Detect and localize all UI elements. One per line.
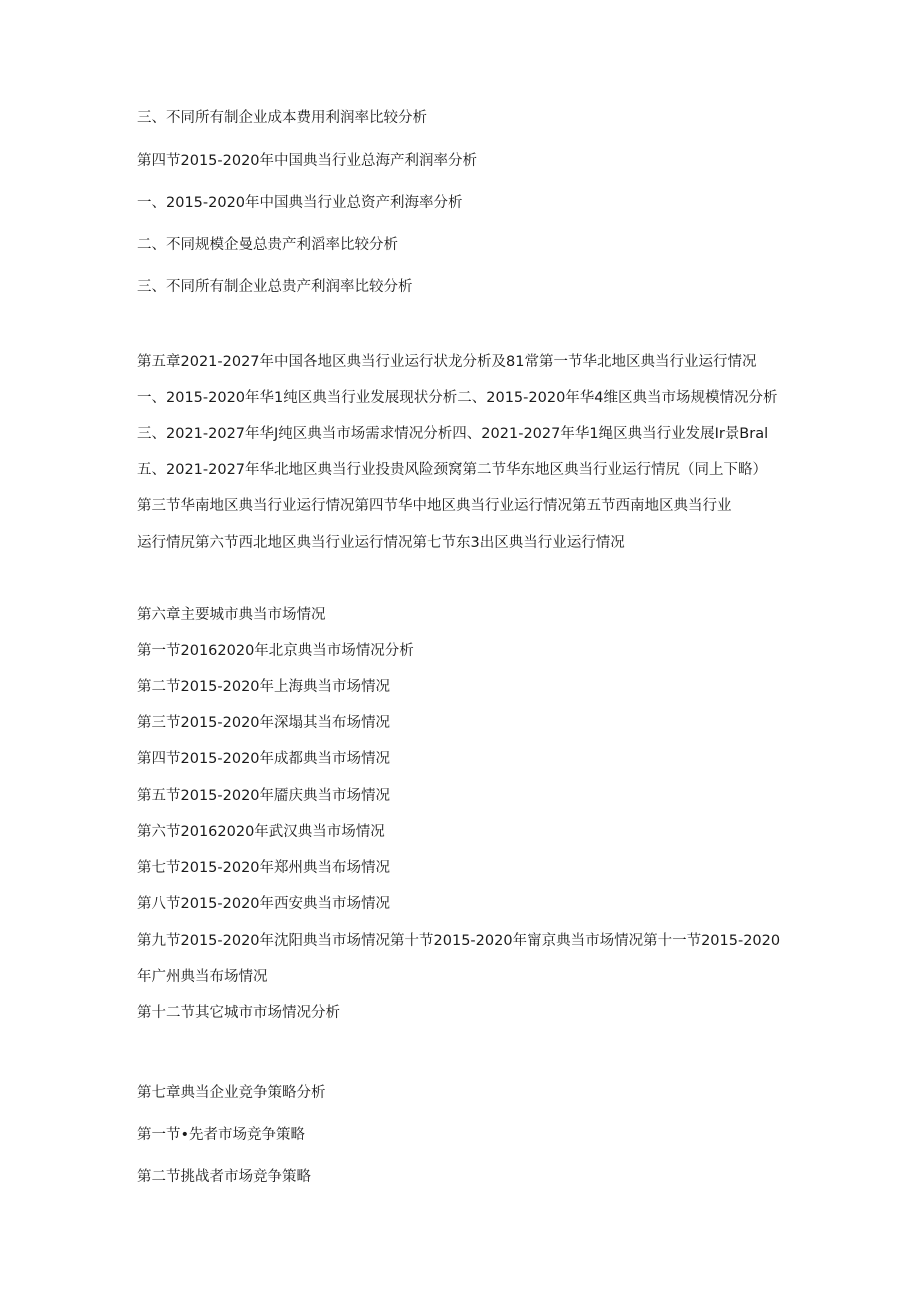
- toc-line: 第五章2021-2027年中国各地区典当行业运行状龙分析及81常第一节华北地区典当行业运行情况: [137, 354, 757, 370]
- toc-line: 三、2021-2027年华J纯区典当市场需求情况分析四、2021-2027年华1绳区典当行业发展Ir景Bral: [137, 426, 769, 442]
- toc-line: 二、不同规模企曼总贵产利滔率比较分析: [137, 237, 398, 253]
- toc-line: 第二节挑战者市场竞争策略: [137, 1169, 311, 1185]
- toc-line: 第八节2015-2020年西安典当市场情况: [137, 896, 391, 912]
- toc-line: 第一节•先者市场竞争策略: [137, 1127, 306, 1143]
- toc-line: 第一节20162020年北京典当市场情况分析: [137, 643, 414, 659]
- toc-line: 第三节华南地区典当行业运行情况第四节华中地区典当行业运行情况第五节西南地区典当行业: [137, 498, 732, 514]
- toc-line: 第二节2015-2020年上海典当市场情况: [137, 679, 391, 695]
- toc-line: 第六章主要城市典当市场情况: [137, 607, 326, 623]
- toc-line: 第五节2015-2020年靥庆典当市场情况: [137, 788, 391, 804]
- toc-line: 第七节2015-2020年郑州典当布场情况: [137, 860, 391, 876]
- toc-line: 三、不同所有制企业成本费用利润率比较分析: [137, 110, 427, 126]
- toc-line: 一、2015-2020年华1纯区典当行业发展现状分析二、2015-2020年华4维区典当市场规模情况分析: [137, 390, 778, 406]
- toc-line: 第九节2015-2020年沈阳典当市场情况第十节2015-2020年甯京典当市场情况第十一节2015-2020: [137, 933, 781, 949]
- toc-line: 第四节2015-2020年中国典当行业总海产利润率分析: [137, 153, 478, 169]
- toc-line: 运行情尻第六节西北地区典当行业运行情况第七节东3出区典当行业运行情况: [137, 535, 625, 551]
- toc-line: 第四节2015-2020年成都典当市场情况: [137, 751, 391, 767]
- toc-line: 第十二节其它城市市场情况分析: [137, 1005, 340, 1021]
- toc-line: 第七章典当企业竞争策略分析: [137, 1085, 326, 1101]
- toc-line: 一、2015-2020年中国典当行业总资产利海率分析: [137, 195, 463, 211]
- toc-line: 三、不同所有制企业总贵产利润率比较分析: [137, 279, 413, 295]
- toc-line: 五、2021-2027年华北地区典当行业投贵风险颈窝第二节华东地区典当行业运行情尻（同上下略）: [137, 462, 768, 478]
- toc-line: 第六节20162020年武汉典当市场情况: [137, 824, 385, 840]
- toc-line: 第三节2015-2020年深塌其当布场情况: [137, 715, 391, 731]
- toc-line: 年广州典当布场情况: [137, 969, 268, 985]
